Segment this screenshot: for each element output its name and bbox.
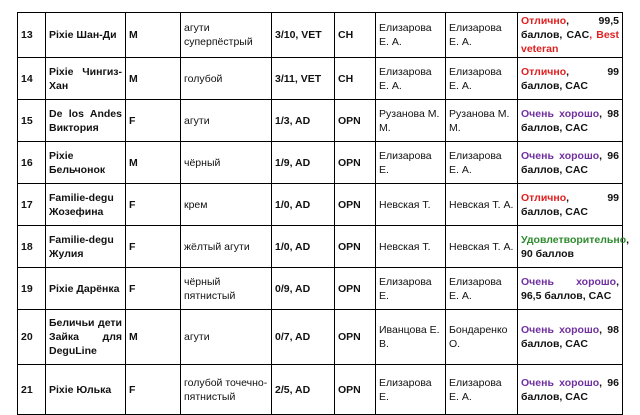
row-number: 17 — [18, 184, 46, 226]
animal-name: De los Andes Виктория — [46, 100, 126, 142]
table-row — [18, 226, 623, 268]
coat-color: жёлтый агути — [181, 226, 272, 268]
owner: Елизарова Е. А. — [376, 58, 446, 100]
award: , Best veteran — [521, 29, 620, 55]
age: 1/0, AD — [272, 184, 335, 226]
age: 3/10, VET — [272, 13, 335, 58]
evaluation — [518, 100, 623, 142]
age: 1/3, AD — [272, 100, 335, 142]
row-number: 18 — [18, 226, 46, 268]
score: , 96,5 баллов, CAC — [521, 275, 619, 302]
score: , 99 баллов, CAC — [521, 65, 619, 92]
table-row — [18, 142, 623, 184]
owner: Иванцова Е. В. — [376, 310, 446, 365]
table-row — [18, 100, 623, 142]
class: OPN — [335, 142, 376, 184]
breeder: Елизарова Е. А. — [446, 13, 518, 58]
class: OPN — [335, 226, 376, 268]
breeder: Елизарова Е. А. — [446, 142, 518, 184]
breeder: Невская Т. А. — [446, 184, 518, 226]
owner: Рузанова М. М. — [376, 100, 446, 142]
coat-color: голубой точечно-пятнистый — [181, 365, 272, 415]
animal-name: Pixie Шан-Ди — [46, 13, 126, 58]
coat-color: крем — [181, 184, 272, 226]
animal-name: Беличьи дети Зайка для DeguLine — [46, 310, 126, 365]
table-row — [18, 184, 623, 226]
sex: F — [126, 226, 181, 268]
score: , 98 баллов, CAC — [521, 324, 619, 350]
rating: Очень хорошо — [521, 149, 600, 162]
animal-name: Familie-degu Жулия — [46, 226, 126, 268]
score: , 96 баллов, CAC — [521, 149, 619, 176]
breeder: Рузанова М. М. — [446, 100, 518, 142]
owner: Елизарова Е. — [376, 365, 446, 415]
table-row — [18, 268, 623, 310]
class: OPN — [335, 184, 376, 226]
class: CH — [335, 13, 376, 58]
breeder: Елизарова Е. А. — [446, 365, 518, 415]
row-number: 15 — [18, 100, 46, 142]
table-row — [18, 13, 623, 58]
sex: M — [126, 13, 181, 58]
sex: F — [126, 100, 181, 142]
row-number: 19 — [18, 268, 46, 310]
class: OPN — [335, 268, 376, 310]
owner: Елизарова Е. — [376, 142, 446, 184]
score: , 96 баллов, CAC — [521, 376, 619, 403]
animal-name: Pixie Чингиз-Хан — [46, 58, 126, 100]
coat-color: голубой — [181, 58, 272, 100]
owner: Елизарова Е. А. — [376, 13, 446, 58]
score: , 98 баллов, CAC — [521, 107, 619, 134]
rating: Очень хорошо — [521, 275, 617, 288]
owner: Невская Т. — [376, 226, 446, 268]
evaluation — [518, 226, 630, 268]
age: 1/9, AD — [272, 142, 335, 184]
evaluation — [518, 310, 623, 365]
age: 0/7, AD — [272, 310, 335, 365]
sex: F — [126, 184, 181, 226]
coat-color: чёрный — [181, 142, 272, 184]
table-row — [18, 365, 623, 415]
rating: Отлично — [521, 191, 567, 204]
class: CH — [335, 58, 376, 100]
rating: Отлично — [521, 15, 567, 27]
owner: Невская Т. — [376, 184, 446, 226]
sex: F — [126, 365, 181, 415]
score: , 90 баллов — [521, 233, 630, 260]
coat-color: агути суперпёстрый — [181, 13, 272, 58]
row-number: 21 — [18, 365, 46, 415]
sex: M — [126, 142, 181, 184]
evaluation — [518, 268, 623, 310]
rating: Отлично — [521, 65, 567, 78]
table-row — [18, 310, 623, 365]
rating: Удовлетворительно — [521, 233, 627, 246]
coat-color: агути — [181, 310, 272, 365]
animal-name: Familie-degu Жозефина — [46, 184, 126, 226]
results-table — [17, 12, 630, 415]
evaluation — [518, 13, 623, 58]
breeder: Елизарова Е. А. — [446, 58, 518, 100]
row-number: 13 — [18, 13, 46, 58]
age: 1/0, AD — [272, 226, 335, 268]
breeder: Бондаренко О. — [446, 310, 518, 365]
breeder: Невская Т. А. — [446, 226, 518, 268]
row-number: 20 — [18, 310, 46, 365]
sex: F — [126, 268, 181, 310]
rating: Очень хорошо — [521, 107, 600, 120]
sex: M — [126, 310, 181, 365]
breeder: Елизарова Е. А. — [446, 268, 518, 310]
animal-name: Pixie Юлька — [46, 365, 126, 415]
class: OPN — [335, 100, 376, 142]
age: 3/11, VET — [272, 58, 335, 100]
coat-color: агути — [181, 100, 272, 142]
animal-name: Pixie Дарёнка — [46, 268, 126, 310]
class: OPN — [335, 310, 376, 365]
row-number: 14 — [18, 58, 46, 100]
evaluation — [518, 142, 623, 184]
rating: Очень хорошо — [521, 324, 600, 336]
owner: Елизарова Е. — [376, 268, 446, 310]
coat-color: чёрный пятнистый — [181, 268, 272, 310]
table-body — [18, 13, 630, 415]
evaluation — [518, 184, 623, 226]
score: , 99 баллов, CAC — [521, 191, 619, 218]
evaluation — [518, 58, 623, 100]
score: , 99,5 баллов, CAC — [521, 15, 619, 41]
row-number: 16 — [18, 142, 46, 184]
rating: Очень хорошо — [521, 376, 600, 389]
age: 2/5, AD — [272, 365, 335, 415]
animal-name: Pixie Бельчонок — [46, 142, 126, 184]
class: OPN — [335, 365, 376, 415]
sex: M — [126, 58, 181, 100]
table-row — [18, 58, 623, 100]
age: 0/9, AD — [272, 268, 335, 310]
evaluation — [518, 365, 623, 415]
